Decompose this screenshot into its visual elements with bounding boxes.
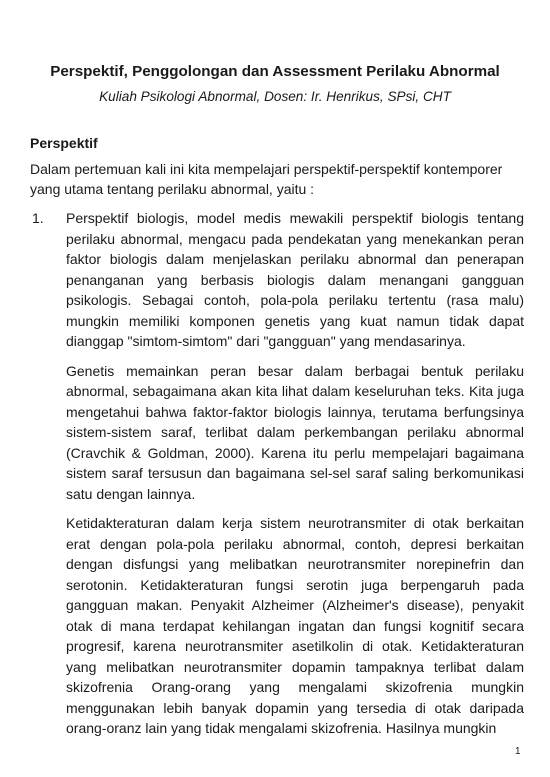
page-number: 1	[515, 746, 521, 757]
list-item	[32, 208, 524, 739]
list-item-paragraph: Perspektif biologis, model medis mewakili perspektif biologis tentang perilaku abnormal, mengacu pada pendekatan yang menekankan peran faktor biologis dalam menjelaskan perilaku abnormal dan penerapan penanganan yang berbasis biologis dalam menangani gangguan psikologis. Sebagai contoh, pola-pola perilaku tertentu (rasa malu) mungkin memiliki komponen genetis yang kuat namun tidak dapat dianggap "simtom-simtom" dari "gangguan" yang mendasarinya.	[66, 210, 524, 349]
intro-paragraph: Dalam pertemuan kali ini kita mempelajari perspektif-perspektif kontemporer yang utama tentang perilaku abnormal, yaitu :	[30, 161, 503, 197]
list-item-paragraph: Ketidakteraturan dalam kerja sistem neurotransmiter di otak berkaitan erat dengan pola-pola perilaku abnormal, contoh, depresi berkaitan dengan disfungsi yang melibatkan neurotransmiter norepinefrin dan serotonin. Ketidakteraturan fungsi serotin juga berpengaruh pada gangguan makan. Penyakit Alzheimer (Alzheimer's disease), penyakit otak di mana terdapat kehilangan ingatan dan fungsi kognitif secara progresif, karena neurotransmiter asetilkolin di otak. Ketidakteraturan yang melibatkan neurotransmiter dopamin tampaknya terlibat dalam skizofrenia Orang-orang yang mengalami skizofrenia mungkin menggunakan lebih banyak dopamin yang tersedia di otak daripada orang-oranz lain yang tidak mengalami skizofrenia. Hasilnya mungkin	[66, 515, 524, 736]
section-heading: Perspektif	[30, 135, 98, 151]
document-subtitle: Kuliah Psikologi Abnormal, Dosen: Ir. Henrikus, SPsi, CHT	[99, 89, 451, 104]
list-item-number: 1.	[32, 210, 44, 226]
list-item-paragraph: Genetis memainkan peran besar dalam berbagai bentuk perilaku abnormal, sebagaimana akan kita lihat dalam keseluruhan teks. Kita juga mengetahui bahwa faktor-faktor biologis lainnya, terutama berfungsinya sistem-sistem saraf, terlibat dalam perkembangan perilaku abnormal (Cravchik & Goldman, 2000). Karena itu perlu mempelajari bagaimana sistem saraf tersusun dan bagaimana sel-sel saraf saling berkomunikasi satu dengan lainnya.	[66, 362, 524, 502]
document-title: Perspektif, Penggolongan dan Assessment Perilaku Abnormal	[50, 63, 500, 80]
perspective-list	[32, 208, 524, 748]
